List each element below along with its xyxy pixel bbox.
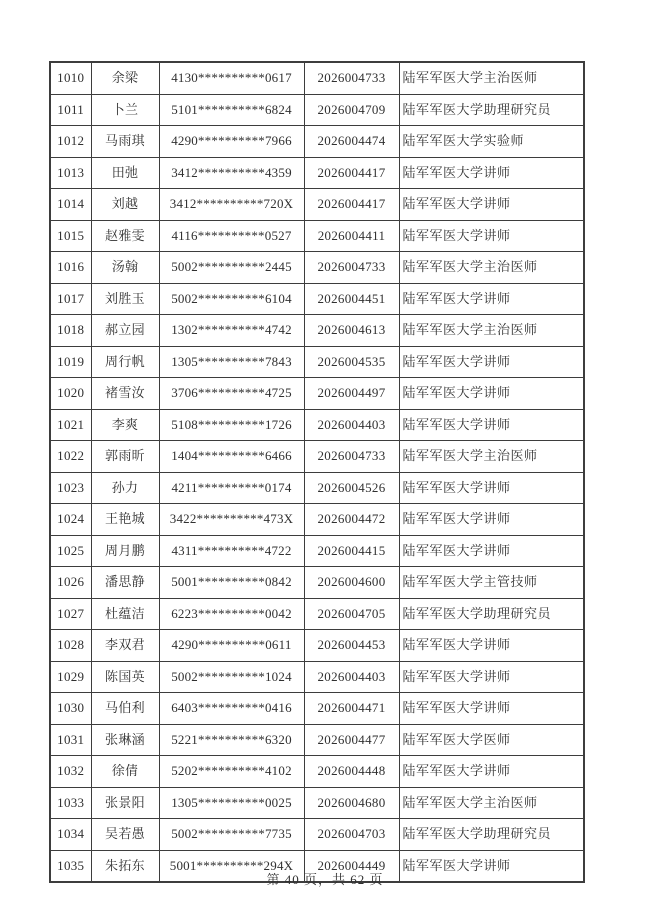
page-indicator: 第 40 页，共 62 页 bbox=[266, 872, 384, 887]
table-row bbox=[50, 315, 584, 347]
row-number-cell: 1035 bbox=[50, 850, 91, 882]
code-cell: 2026004453 bbox=[304, 630, 399, 662]
id-number-cell: 5002**********2445 bbox=[159, 252, 304, 284]
row-number-cell: 1025 bbox=[50, 535, 91, 567]
row-number-cell: 1018 bbox=[50, 315, 91, 347]
table-row bbox=[50, 819, 584, 851]
name-cell: 马伯利 bbox=[91, 693, 159, 725]
code-cell: 2026004474 bbox=[304, 126, 399, 158]
position-cell: 陆军军医大学助理研究员 bbox=[399, 94, 584, 126]
row-number-cell: 1021 bbox=[50, 409, 91, 441]
id-number-cell: 1305**********7843 bbox=[159, 346, 304, 378]
table-row bbox=[50, 598, 584, 630]
code-cell: 2026004613 bbox=[304, 315, 399, 347]
position-cell: 陆军军医大学主治医师 bbox=[399, 62, 584, 94]
name-cell: 李爽 bbox=[91, 409, 159, 441]
code-cell: 2026004415 bbox=[304, 535, 399, 567]
id-number-cell: 3412**********4359 bbox=[159, 157, 304, 189]
table-row bbox=[50, 661, 584, 693]
table-row bbox=[50, 693, 584, 725]
name-cell: 吴若愚 bbox=[91, 819, 159, 851]
code-cell: 2026004403 bbox=[304, 661, 399, 693]
row-number-cell: 1028 bbox=[50, 630, 91, 662]
position-cell: 陆军军医大学讲师 bbox=[399, 378, 584, 410]
table-row bbox=[50, 94, 584, 126]
name-cell: 刘越 bbox=[91, 189, 159, 221]
position-cell: 陆军军医大学讲师 bbox=[399, 535, 584, 567]
row-number-cell: 1020 bbox=[50, 378, 91, 410]
row-number-cell: 1019 bbox=[50, 346, 91, 378]
code-cell: 2026004703 bbox=[304, 819, 399, 851]
id-number-cell: 5002**********7735 bbox=[159, 819, 304, 851]
name-cell: 陈国英 bbox=[91, 661, 159, 693]
position-cell: 陆军军医大学讲师 bbox=[399, 189, 584, 221]
id-number-cell: 4116**********0527 bbox=[159, 220, 304, 252]
name-cell: 潘思静 bbox=[91, 567, 159, 599]
code-cell: 2026004411 bbox=[304, 220, 399, 252]
name-cell: 赵雅雯 bbox=[91, 220, 159, 252]
row-number-cell: 1027 bbox=[50, 598, 91, 630]
row-number-cell: 1016 bbox=[50, 252, 91, 284]
id-number-cell: 5002**********6104 bbox=[159, 283, 304, 315]
position-cell: 陆军军医大学主治医师 bbox=[399, 787, 584, 819]
id-number-cell: 1404**********6466 bbox=[159, 441, 304, 473]
row-number-cell: 1012 bbox=[50, 126, 91, 158]
code-cell: 2026004733 bbox=[304, 62, 399, 94]
table-row bbox=[50, 252, 584, 284]
table-row bbox=[50, 220, 584, 252]
table-row bbox=[50, 346, 584, 378]
id-number-cell: 1302**********4742 bbox=[159, 315, 304, 347]
position-cell: 陆军军医大学助理研究员 bbox=[399, 819, 584, 851]
position-cell: 陆军军医大学医师 bbox=[399, 724, 584, 756]
id-number-cell: 3412**********720X bbox=[159, 189, 304, 221]
id-number-cell: 6403**********0416 bbox=[159, 693, 304, 725]
code-cell: 2026004600 bbox=[304, 567, 399, 599]
code-cell: 2026004403 bbox=[304, 409, 399, 441]
table-row bbox=[50, 283, 584, 315]
name-cell: 李双君 bbox=[91, 630, 159, 662]
name-cell: 周行帆 bbox=[91, 346, 159, 378]
id-number-cell: 3706**********4725 bbox=[159, 378, 304, 410]
table-row bbox=[50, 126, 584, 158]
position-cell: 陆军军医大学讲师 bbox=[399, 346, 584, 378]
name-cell: 朱拓东 bbox=[91, 850, 159, 882]
table-row bbox=[50, 504, 584, 536]
name-cell: 张琳涵 bbox=[91, 724, 159, 756]
name-cell: 褚雪汝 bbox=[91, 378, 159, 410]
table-row bbox=[50, 567, 584, 599]
row-number-cell: 1022 bbox=[50, 441, 91, 473]
code-cell: 2026004471 bbox=[304, 693, 399, 725]
row-number-cell: 1026 bbox=[50, 567, 91, 599]
row-number-cell: 1017 bbox=[50, 283, 91, 315]
id-number-cell: 3422**********473X bbox=[159, 504, 304, 536]
table-row bbox=[50, 378, 584, 410]
table-row bbox=[50, 787, 584, 819]
code-cell: 2026004451 bbox=[304, 283, 399, 315]
table-row bbox=[50, 724, 584, 756]
code-cell: 2026004526 bbox=[304, 472, 399, 504]
position-cell: 陆军军医大学讲师 bbox=[399, 409, 584, 441]
code-cell: 2026004709 bbox=[304, 94, 399, 126]
row-number-cell: 1023 bbox=[50, 472, 91, 504]
table-row bbox=[50, 157, 584, 189]
code-cell: 2026004448 bbox=[304, 756, 399, 788]
row-number-cell: 1031 bbox=[50, 724, 91, 756]
name-cell: 卜兰 bbox=[91, 94, 159, 126]
table-row bbox=[50, 62, 584, 94]
table-body bbox=[50, 62, 584, 882]
id-number-cell: 5221**********6320 bbox=[159, 724, 304, 756]
id-number-cell: 4290**********0611 bbox=[159, 630, 304, 662]
code-cell: 2026004472 bbox=[304, 504, 399, 536]
row-number-cell: 1010 bbox=[50, 62, 91, 94]
table-row bbox=[50, 189, 584, 221]
row-number-cell: 1032 bbox=[50, 756, 91, 788]
position-cell: 陆军军医大学讲师 bbox=[399, 693, 584, 725]
position-cell: 陆军军医大学讲师 bbox=[399, 283, 584, 315]
id-number-cell: 4311**********4722 bbox=[159, 535, 304, 567]
id-number-cell: 5101**********6824 bbox=[159, 94, 304, 126]
name-cell: 郭雨昕 bbox=[91, 441, 159, 473]
position-cell: 陆军军医大学讲师 bbox=[399, 504, 584, 536]
name-cell: 刘胜玉 bbox=[91, 283, 159, 315]
name-cell: 马雨琪 bbox=[91, 126, 159, 158]
name-cell: 孙力 bbox=[91, 472, 159, 504]
position-cell: 陆军军医大学讲师 bbox=[399, 220, 584, 252]
row-number-cell: 1030 bbox=[50, 693, 91, 725]
name-cell: 田弛 bbox=[91, 157, 159, 189]
position-cell: 陆军军医大学讲师 bbox=[399, 756, 584, 788]
position-cell: 陆军军医大学讲师 bbox=[399, 850, 584, 882]
table-row bbox=[50, 441, 584, 473]
row-number-cell: 1034 bbox=[50, 819, 91, 851]
table-row bbox=[50, 630, 584, 662]
code-cell: 2026004477 bbox=[304, 724, 399, 756]
id-number-cell: 4211**********0174 bbox=[159, 472, 304, 504]
name-cell: 郝立园 bbox=[91, 315, 159, 347]
position-cell: 陆军军医大学助理研究员 bbox=[399, 598, 584, 630]
code-cell: 2026004705 bbox=[304, 598, 399, 630]
row-number-cell: 1015 bbox=[50, 220, 91, 252]
row-number-cell: 1013 bbox=[50, 157, 91, 189]
code-cell: 2026004733 bbox=[304, 252, 399, 284]
row-number-cell: 1014 bbox=[50, 189, 91, 221]
position-cell: 陆军军医大学讲师 bbox=[399, 661, 584, 693]
position-cell: 陆军军医大学主治医师 bbox=[399, 441, 584, 473]
table-row bbox=[50, 535, 584, 567]
code-cell: 2026004733 bbox=[304, 441, 399, 473]
code-cell: 2026004417 bbox=[304, 157, 399, 189]
code-cell: 2026004680 bbox=[304, 787, 399, 819]
id-number-cell: 6223**********0042 bbox=[159, 598, 304, 630]
id-number-cell: 1305**********0025 bbox=[159, 787, 304, 819]
id-number-cell: 4290**********7966 bbox=[159, 126, 304, 158]
row-number-cell: 1029 bbox=[50, 661, 91, 693]
position-cell: 陆军军医大学主治医师 bbox=[399, 252, 584, 284]
id-number-cell: 5002**********1024 bbox=[159, 661, 304, 693]
position-cell: 陆军军医大学主治医师 bbox=[399, 315, 584, 347]
name-cell: 汤翰 bbox=[91, 252, 159, 284]
row-number-cell: 1024 bbox=[50, 504, 91, 536]
code-cell: 2026004535 bbox=[304, 346, 399, 378]
name-cell: 张景阳 bbox=[91, 787, 159, 819]
code-cell: 2026004449 bbox=[304, 850, 399, 882]
position-cell: 陆军军医大学实验师 bbox=[399, 126, 584, 158]
name-cell: 王艳城 bbox=[91, 504, 159, 536]
position-cell: 陆军军医大学讲师 bbox=[399, 157, 584, 189]
name-cell: 余梁 bbox=[91, 62, 159, 94]
id-number-cell: 5001**********294X bbox=[159, 850, 304, 882]
row-number-cell: 1033 bbox=[50, 787, 91, 819]
position-cell: 陆军军医大学主管技师 bbox=[399, 567, 584, 599]
code-cell: 2026004417 bbox=[304, 189, 399, 221]
name-cell: 杜蕴洁 bbox=[91, 598, 159, 630]
code-cell: 2026004497 bbox=[304, 378, 399, 410]
id-number-cell: 5001**********0842 bbox=[159, 567, 304, 599]
roster-table bbox=[49, 61, 585, 883]
table-row bbox=[50, 409, 584, 441]
position-cell: 陆军军医大学讲师 bbox=[399, 472, 584, 504]
id-number-cell: 5108**********1726 bbox=[159, 409, 304, 441]
position-cell: 陆军军医大学讲师 bbox=[399, 630, 584, 662]
table-row bbox=[50, 756, 584, 788]
id-number-cell: 4130**********0617 bbox=[159, 62, 304, 94]
id-number-cell: 5202**********4102 bbox=[159, 756, 304, 788]
row-number-cell: 1011 bbox=[50, 94, 91, 126]
name-cell: 徐倩 bbox=[91, 756, 159, 788]
table-row bbox=[50, 472, 584, 504]
name-cell: 周月鹏 bbox=[91, 535, 159, 567]
